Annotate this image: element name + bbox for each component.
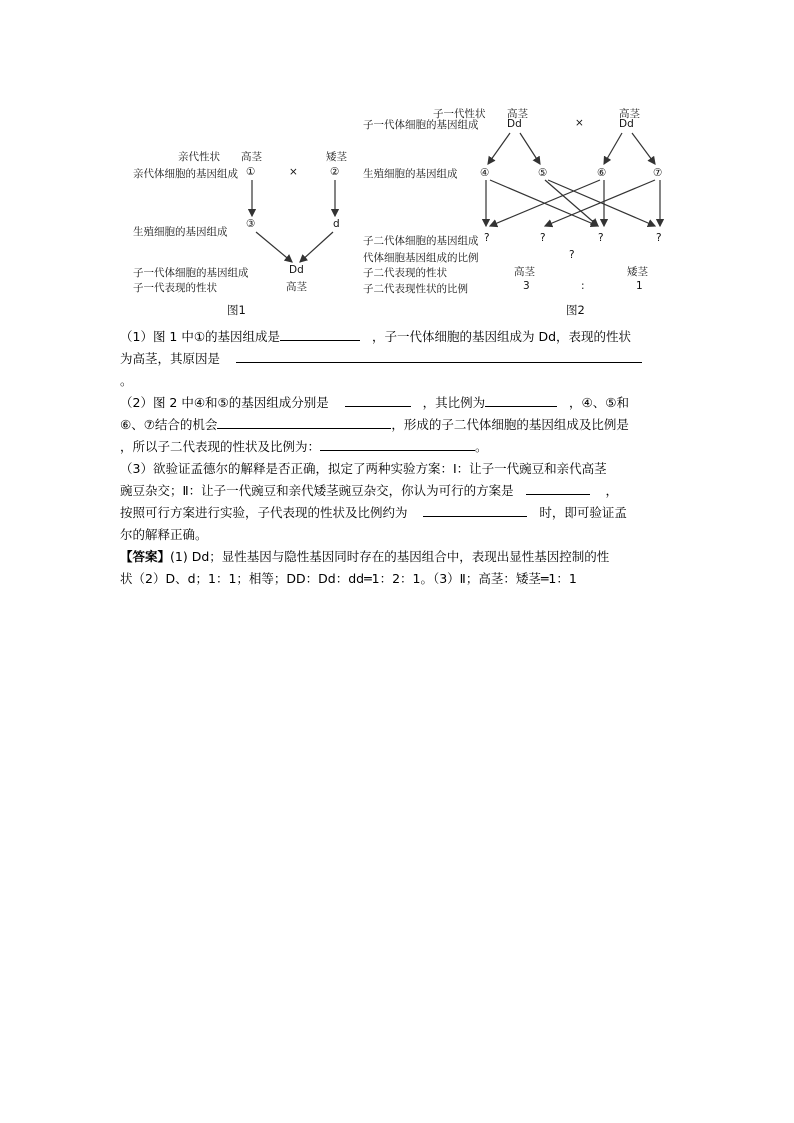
q1-line-2: [120, 348, 642, 370]
q2-text-f: ，所以子二代表现的性状及比例为：: [120, 439, 321, 454]
q2-text-d: ⑥、⑦结合的机会: [120, 417, 218, 432]
fig1-gamete-d: d: [333, 218, 340, 230]
fig1-f1-trait-label: 子一代表现的性状: [133, 282, 217, 294]
fig2-circle-7: ⑦: [653, 167, 663, 179]
fig2-circle-6: ⑥: [597, 167, 607, 179]
q2-text-c: ，④、⑤和: [569, 395, 629, 410]
q2-blank-ratio[interactable]: [485, 392, 557, 407]
fig2-question-4: ?: [656, 232, 662, 244]
q1-blank-genotype[interactable]: [280, 326, 360, 341]
fig1-cross-symbol: ×: [289, 166, 298, 178]
fig2-circle-4: ④: [480, 167, 490, 179]
fig2-f2-trait-label: 子二代表现的性状: [363, 267, 447, 279]
answer-line-2: [120, 568, 577, 590]
fig2-dd-right: Dd: [619, 118, 634, 130]
fig2-f2-short: 矮茎: [627, 266, 648, 278]
q3-line-2: [120, 480, 618, 502]
q3-line-3: [120, 502, 627, 524]
fig1-f1-cell-label: 子一代体细胞的基因组成: [133, 267, 249, 279]
fig2-f1-cell-label: 子一代体细胞的基因组成: [363, 119, 479, 131]
q2-blank-trait-ratio[interactable]: [320, 436, 475, 451]
q2-text-b: ，其比例为: [422, 395, 486, 410]
fig2-tall-left: 高茎: [507, 108, 528, 120]
q3-line-4: [120, 524, 208, 546]
q3-text-a: （3）欲验证孟德尔的解释是否正确，拟定了两种实验方案：Ⅰ：让子一代豌豆和亲代高茎: [120, 461, 607, 476]
fig2-question-2: ?: [540, 232, 546, 244]
q2-text-a: （2）图 2 中④和⑤的基因组成分别是: [120, 395, 329, 410]
fig1-circle-2: ②: [330, 166, 340, 178]
fig2-dd-left: Dd: [507, 118, 522, 130]
fig2-f2-tall: 高茎: [514, 266, 535, 278]
fig2-f2-ratio-label: 代体细胞基因组成的比例: [363, 252, 479, 264]
fig1-gamete-label: 生殖细胞的基因组成: [133, 226, 228, 238]
q3-text-c: ，: [605, 483, 618, 498]
fig2-tall-right: 高茎: [619, 108, 640, 120]
fig1-f1-genotype: Dd: [289, 264, 304, 276]
q3-blank-plan[interactable]: [526, 480, 590, 495]
fig2-cross-symbol: ×: [575, 117, 584, 129]
q2-text-g: 。: [475, 439, 488, 454]
fig2-circle-5: ⑤: [538, 167, 548, 179]
q1-text-b: ，子一代体细胞的基因组成为 Dd，表现的性状: [371, 329, 632, 344]
fig2-f2-cell-label: 子二代体细胞的基因组成: [363, 235, 479, 247]
fig2-ratio-colon: :: [581, 280, 585, 292]
q1-text-c: 为高茎，其原因是: [120, 351, 221, 366]
q2-line-3: [120, 436, 488, 458]
fig1-parent-tall: 高茎: [241, 151, 262, 163]
q1-line-1: [120, 326, 631, 348]
fig2-ratio-3: 3: [523, 280, 530, 292]
answer-text-1: (1) Dd；显性基因与隐性基因同时存在的基因组合中，表现出显性基因控制的性: [170, 549, 610, 564]
answer-text-2: 状（2）D、d；1：1；相等；DD：Dd：dd═1：2：1。（3）Ⅱ；高茎：矮茎═1：1: [120, 571, 577, 586]
fig1-circle-3: ③: [246, 218, 256, 230]
q2-line-1: [120, 392, 629, 414]
q3-text-d: 按照可行方案进行实验，子代表现的性状及比例约为: [120, 505, 408, 520]
q2-text-e: ，形成的子二代体细胞的基因组成及比例是: [391, 417, 629, 432]
fig2-f1-trait-label: 子一代性状: [433, 108, 486, 120]
fig1-f1-trait: 高茎: [286, 281, 307, 293]
fig1-circle-1: ①: [246, 166, 256, 178]
q2-line-2: [120, 414, 629, 436]
q2-blank-chance[interactable]: [217, 414, 391, 429]
fig2-gamete-label: 生殖细胞的基因组成: [363, 168, 458, 180]
fig2-ratio-1: 1: [636, 280, 643, 292]
q1-text-d: 。: [120, 373, 133, 388]
q3-blank-result[interactable]: [423, 502, 527, 517]
fig1-parent-cell-label: 亲代体细胞的基因组成: [133, 168, 238, 180]
fig2-question-5: ?: [569, 249, 575, 261]
answer-line-1: [120, 546, 609, 568]
answer-label: 【答案】: [120, 549, 171, 564]
q3-text-e: 时，即可验证孟: [539, 505, 627, 520]
q2-blank-gametes[interactable]: [345, 392, 411, 407]
q3-text-b: 豌豆杂交；Ⅱ：让子一代豌豆和亲代矮茎豌豆杂交，你认为可行的方案是: [120, 483, 514, 498]
q1-line-3: [120, 370, 133, 392]
fig1-parent-trait-label: 亲代性状: [178, 151, 220, 163]
fig2-f2-trait-ratio-label: 子二代表现性状的比例: [363, 283, 468, 295]
fig2-caption: 图2: [566, 303, 585, 317]
q3-text-f: 尔的解释正确。: [120, 527, 208, 542]
fig2-question-3: ?: [598, 232, 604, 244]
fig2-question-1: ?: [484, 232, 490, 244]
fig1-parent-short: 矮茎: [326, 151, 347, 163]
q1-text-a: （1）图 1 中①的基因组成是: [120, 329, 281, 344]
q3-line-1: [120, 458, 607, 480]
fig1-caption: 图1: [227, 303, 246, 317]
q1-blank-reason[interactable]: [236, 348, 642, 363]
